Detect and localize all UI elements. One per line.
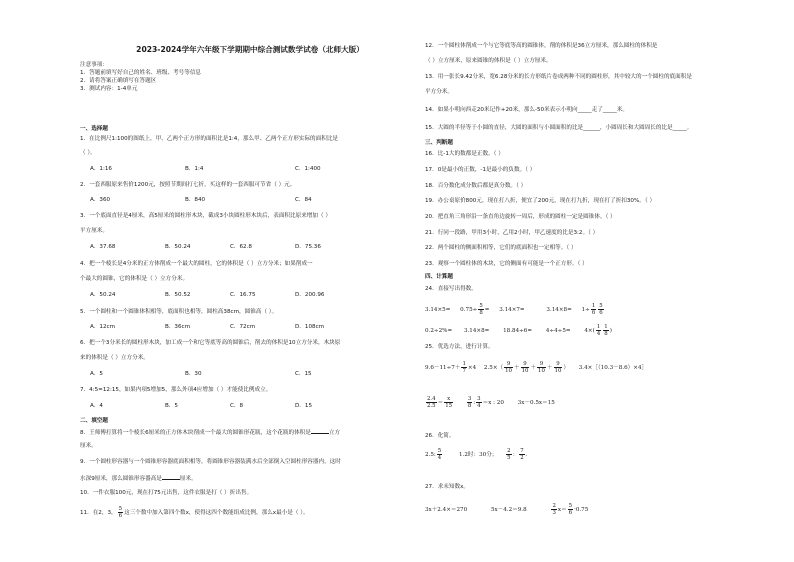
option: A．12cm bbox=[90, 324, 116, 330]
option: C．62.8 bbox=[230, 244, 252, 250]
calc-item: x＝ bbox=[557, 507, 567, 513]
question-12: 12．一个圆柱体削成一个与它等底等高的圆锥体，削的体积是36立方厘米，那么圆柱的体积是 bbox=[425, 43, 658, 49]
fraction: $\frac{9}{10}$ bbox=[521, 361, 529, 374]
section-heading: 四、计算题 bbox=[425, 274, 453, 280]
question-22: 22．两个圆柱的侧面积相等，它们的底面积也一定相等。（ ） bbox=[425, 245, 577, 251]
notes-heading: 注意事项： bbox=[80, 62, 108, 68]
question-14: 14．如果小明向西走20米记作+20米，那么-50米表示小明向_____走了_____米。 bbox=[425, 107, 628, 113]
question-3-tail: 平方厘米。 bbox=[80, 228, 108, 234]
question-8-unit: 立方 bbox=[328, 430, 341, 436]
fraction: $\frac{2}{5}$ bbox=[507, 448, 511, 461]
option: C．16.75 bbox=[230, 292, 256, 298]
question-8 bbox=[80, 428, 340, 437]
question-12-tail: （ ）立方厘米，原来圆锥的体积是（ ）立方厘米。 bbox=[425, 58, 552, 64]
question-3: 3．一个底面直径是4厘米，高5厘米的圆柱形木块，截成3小块圆柱形木块后，表面积比原来增加（ ） bbox=[80, 213, 331, 219]
fraction: $\frac{1}{7}$ bbox=[462, 361, 466, 374]
fraction: $\frac{x}{15}$ bbox=[445, 396, 453, 409]
option: B．50.52 bbox=[165, 292, 191, 298]
question-8-text: 8．王师傅打算将一个棱长6厘米的正方体木块削成一个最大的圆锥形花瓶，这个花瓶的体积是 bbox=[80, 430, 311, 436]
option: B．36cm bbox=[165, 324, 191, 330]
option: B．30 bbox=[185, 371, 202, 377]
option: C．1:400 bbox=[295, 166, 321, 172]
question-4: 4．把一个棱长是4分米的正方体削成一个最大的圆柱，它的体积是（ ）立方分米；如果削成一 bbox=[80, 261, 313, 267]
question-11 bbox=[80, 506, 309, 519]
calc-item: 4×( bbox=[584, 328, 595, 334]
fraction: $\frac{5}{8}$ bbox=[479, 303, 483, 316]
question-11-end: 这三个数中加入第四个数x，使得这四个数能组成比例，那么x最小是（ ）。 bbox=[124, 510, 309, 516]
fraction: $\frac{5}{4}$ bbox=[437, 448, 442, 461]
question-9-unit: 厘米。 bbox=[179, 476, 197, 482]
option: B．5 bbox=[165, 403, 178, 409]
calc-item: ×4 bbox=[467, 365, 477, 371]
fraction: $\frac{5}{6}$ bbox=[568, 503, 573, 516]
exam-title: 2023-2024学年六年级下学期期中综合测试数学试卷（北师大版） bbox=[136, 45, 364, 54]
question-8-tail: 厘米。 bbox=[80, 443, 97, 449]
option: C．72cm bbox=[230, 324, 256, 330]
calc-row: 2.5: $\frac{5}{4}$ 1.2时：30分； $\frac{2}{5}$ ： $\frac{7}{2}$ . bbox=[425, 448, 528, 461]
question-1: 1．在比例尺1:100的图纸上，甲、乙两个正方形的面积比是1:4，那么甲、乙两个正方形实际的面积比是 bbox=[80, 136, 339, 142]
fraction: $\frac{9}{10}$ bbox=[538, 361, 545, 374]
option: D．200.96 bbox=[295, 292, 325, 298]
question-13: 13．用一张长9.42分米，宽6.28分米的长方形纸片卷成两种不同的圆柱形，其中较大的一个圆柱的底面积是 bbox=[425, 74, 692, 80]
option: B．840 bbox=[185, 197, 206, 203]
question-23: 23．观察一个圆柱体的木块，它的侧面有可能是一个正方形。（ ） bbox=[425, 261, 588, 267]
notes-item: 2．请将答案正确填写在答题区 bbox=[80, 78, 157, 84]
calc-item: = bbox=[484, 307, 490, 313]
section-heading: 一、选择题 bbox=[80, 126, 108, 132]
denominator: 6 bbox=[118, 513, 123, 519]
option: A．360 bbox=[90, 197, 111, 203]
notes-item: 3．测试内容：1-4单元 bbox=[80, 86, 138, 92]
question-19: 19．办公桌原价800元，现在打八折，便宜了200元，现在打九折，现在打了折扣30%。（ ） bbox=[425, 198, 656, 204]
calc-item: 3.14×7= bbox=[499, 307, 525, 313]
fraction: $\frac{1}{8}$ bbox=[604, 324, 608, 337]
calc-item: 3.14×8= bbox=[546, 307, 572, 313]
question-7: 7．4:5=12:15，如果内项5增加5，那么外项4应增加（ ）才能使比例成立。 bbox=[80, 387, 272, 393]
option: B．1:4 bbox=[185, 166, 204, 172]
question-11-start: 11．在2，3， bbox=[80, 510, 117, 516]
question-1-tail: （ ）。 bbox=[80, 150, 96, 156]
option: C．15 bbox=[295, 371, 312, 377]
question-18: 18．百分数化成分数后都是真分数。（ ） bbox=[425, 183, 527, 189]
section-heading: 三、判断题 bbox=[425, 140, 453, 146]
calc-item: 0.75÷ bbox=[460, 307, 478, 313]
calc-item: 4÷4÷5= bbox=[545, 328, 571, 334]
calc-item: 0.2÷2%= bbox=[425, 328, 453, 334]
calc-row bbox=[425, 303, 605, 316]
fraction: $\frac{2.4}{2.5}$ bbox=[427, 396, 436, 409]
fraction: $\frac{1}{4}$ bbox=[596, 324, 601, 337]
question-15: 15．大圆的半径等于小圆的直径，大圆的面积与小圆面积的比是______，小圆周长和大圆周长的比是_____。 bbox=[425, 125, 693, 131]
calc-item: 3.4×［（10.3－8.6）×4］ bbox=[578, 365, 648, 371]
calc-row: $\frac{2.4}{2.5}$ ＝ $\frac{x}{15}$ $\frac{3}{8}$ : $\frac{3}{4}$ ＝x : 20 3x－0.5x＝15 bbox=[427, 396, 555, 409]
question-27: 27．求未知数x。 bbox=[425, 484, 469, 490]
option: A．50.24 bbox=[90, 292, 116, 298]
calc-item: 3x－0.5x＝15 bbox=[517, 400, 555, 406]
question-9: 9．一个圆柱形容器与一个圆锥形容器底面积相等，将圆锥形容器装满水后全部倒入空圆柱形容器内，这时 bbox=[80, 459, 341, 465]
question-9-text: 水深9厘米，那么圆锥形容器高是 bbox=[80, 476, 162, 482]
calc-item: 5x－4.2＝9.8 bbox=[490, 507, 527, 513]
numerator: 5 bbox=[118, 506, 123, 512]
option: D．75.36 bbox=[295, 244, 321, 250]
calc-row: 0.2÷2%= 3.14×8= 18.84÷6= 4÷4÷5= 4×( $\frac{1}{4}$ $\frac{1}{8}$ ) bbox=[425, 324, 612, 337]
calc-item: 1÷ bbox=[581, 307, 590, 313]
fraction: $\frac{9}{10}$ bbox=[554, 361, 562, 374]
option: D．15 bbox=[295, 403, 313, 409]
calc-item: 9.6－11÷7＋ bbox=[425, 365, 461, 371]
option: B．50.24 bbox=[165, 244, 191, 250]
option: D．108cm bbox=[295, 324, 325, 330]
question-2: 2．一套西服原来售价1200元，按照节期间打七折，买这样的一套西服可节省（ ）元。 bbox=[80, 182, 296, 188]
calc-item: 1.2时：30分； bbox=[459, 452, 498, 458]
section-heading: 二、填空题 bbox=[80, 418, 108, 424]
question-17: 17．0是最小的正数，-1是最小的负数。（ ） bbox=[425, 167, 536, 173]
fraction: $\frac{3}{4}$ bbox=[477, 396, 481, 409]
question-20: 20．把直角三角形沿一条直角边旋转一周后，形成的圆柱一定是圆锥体。（ ） bbox=[425, 214, 616, 220]
option: A．5 bbox=[90, 371, 103, 377]
fraction bbox=[118, 506, 123, 519]
question-25: 25．优选方法，进行计算。 bbox=[425, 344, 494, 350]
question-4-tail: 个最大的圆锥，它的体积是（ ）立方分米。 bbox=[80, 276, 189, 282]
fraction: $\frac{2}{3}$ bbox=[552, 503, 556, 516]
fraction: $\frac{1}{6}$ bbox=[591, 303, 596, 316]
calc-item: 2.5×（ bbox=[483, 365, 504, 371]
calc-item: ·0.75 bbox=[574, 507, 589, 513]
question-13-tail: 平方分米。 bbox=[425, 89, 453, 95]
question-6-tail: 来的体积是（ ）立方分米。 bbox=[80, 355, 149, 361]
question-24: 24．直接写出得数。 bbox=[425, 286, 477, 292]
question-6: 6．把一个3分米长的圆柱形木块，加工成一个和它等底等高的圆锥后，削去的体积是10立方分米，木块原 bbox=[80, 340, 341, 346]
fraction: $\frac{9}{10}$ bbox=[505, 361, 512, 374]
calc-item: 3.14×5= bbox=[425, 307, 451, 313]
calc-item: 18.84÷6= bbox=[503, 328, 533, 334]
option: C．8 bbox=[230, 403, 244, 409]
option: A．1:16 bbox=[90, 166, 112, 172]
question-10: 10．一件衣服100元，现在打75元出售，这件衣服是打（ ）折出售。 bbox=[80, 490, 253, 496]
fraction: $\frac{3}{8}$ bbox=[467, 396, 472, 409]
option: A．37.68 bbox=[90, 244, 116, 250]
calc-item: 2.5: bbox=[425, 452, 436, 458]
question-21: 21．行同一段路，甲用3小时，乙用2小时，甲乙速度的比是3:2。（ ） bbox=[425, 230, 599, 236]
option: A．4 bbox=[90, 403, 103, 409]
question-5: 5．一个圆柱和一个圆锥体积相等，底面积也相等，圆柱高38cm，圆锥高（ ）。 bbox=[80, 309, 278, 315]
calc-item: ： bbox=[512, 452, 519, 458]
calc-item: 3x＋2.4×＝270 bbox=[425, 507, 468, 513]
question-26: 26．化简。 bbox=[425, 433, 455, 439]
notes-item: 1．答题前填写好自己的姓名、班级、考号等信息 bbox=[80, 70, 202, 76]
calc-row: 9.6－11÷7＋ $\frac{1}{7}$ ×4 2.5×（ $\frac{9}{10}$ ＋ $\frac{9}{10}$ ＋ $\frac{9}{10}$ ＋ $\frac{9}{10}$ ） 3.4×［（10.3－8.6）×4］ bbox=[425, 361, 648, 374]
answer-blank[interactable] bbox=[162, 474, 180, 480]
question-16: 16．比-1大的数都是正数。（ ） bbox=[425, 151, 504, 157]
calc-item: 3.14×8= bbox=[463, 328, 490, 334]
fraction: $\frac{5}{6}$ bbox=[599, 303, 603, 316]
fraction: $\frac{7}{2}$ bbox=[520, 448, 524, 461]
calc-row bbox=[425, 503, 588, 516]
question-9-tail bbox=[80, 474, 197, 483]
option: C．84 bbox=[295, 197, 312, 203]
answer-blank[interactable] bbox=[311, 428, 329, 434]
